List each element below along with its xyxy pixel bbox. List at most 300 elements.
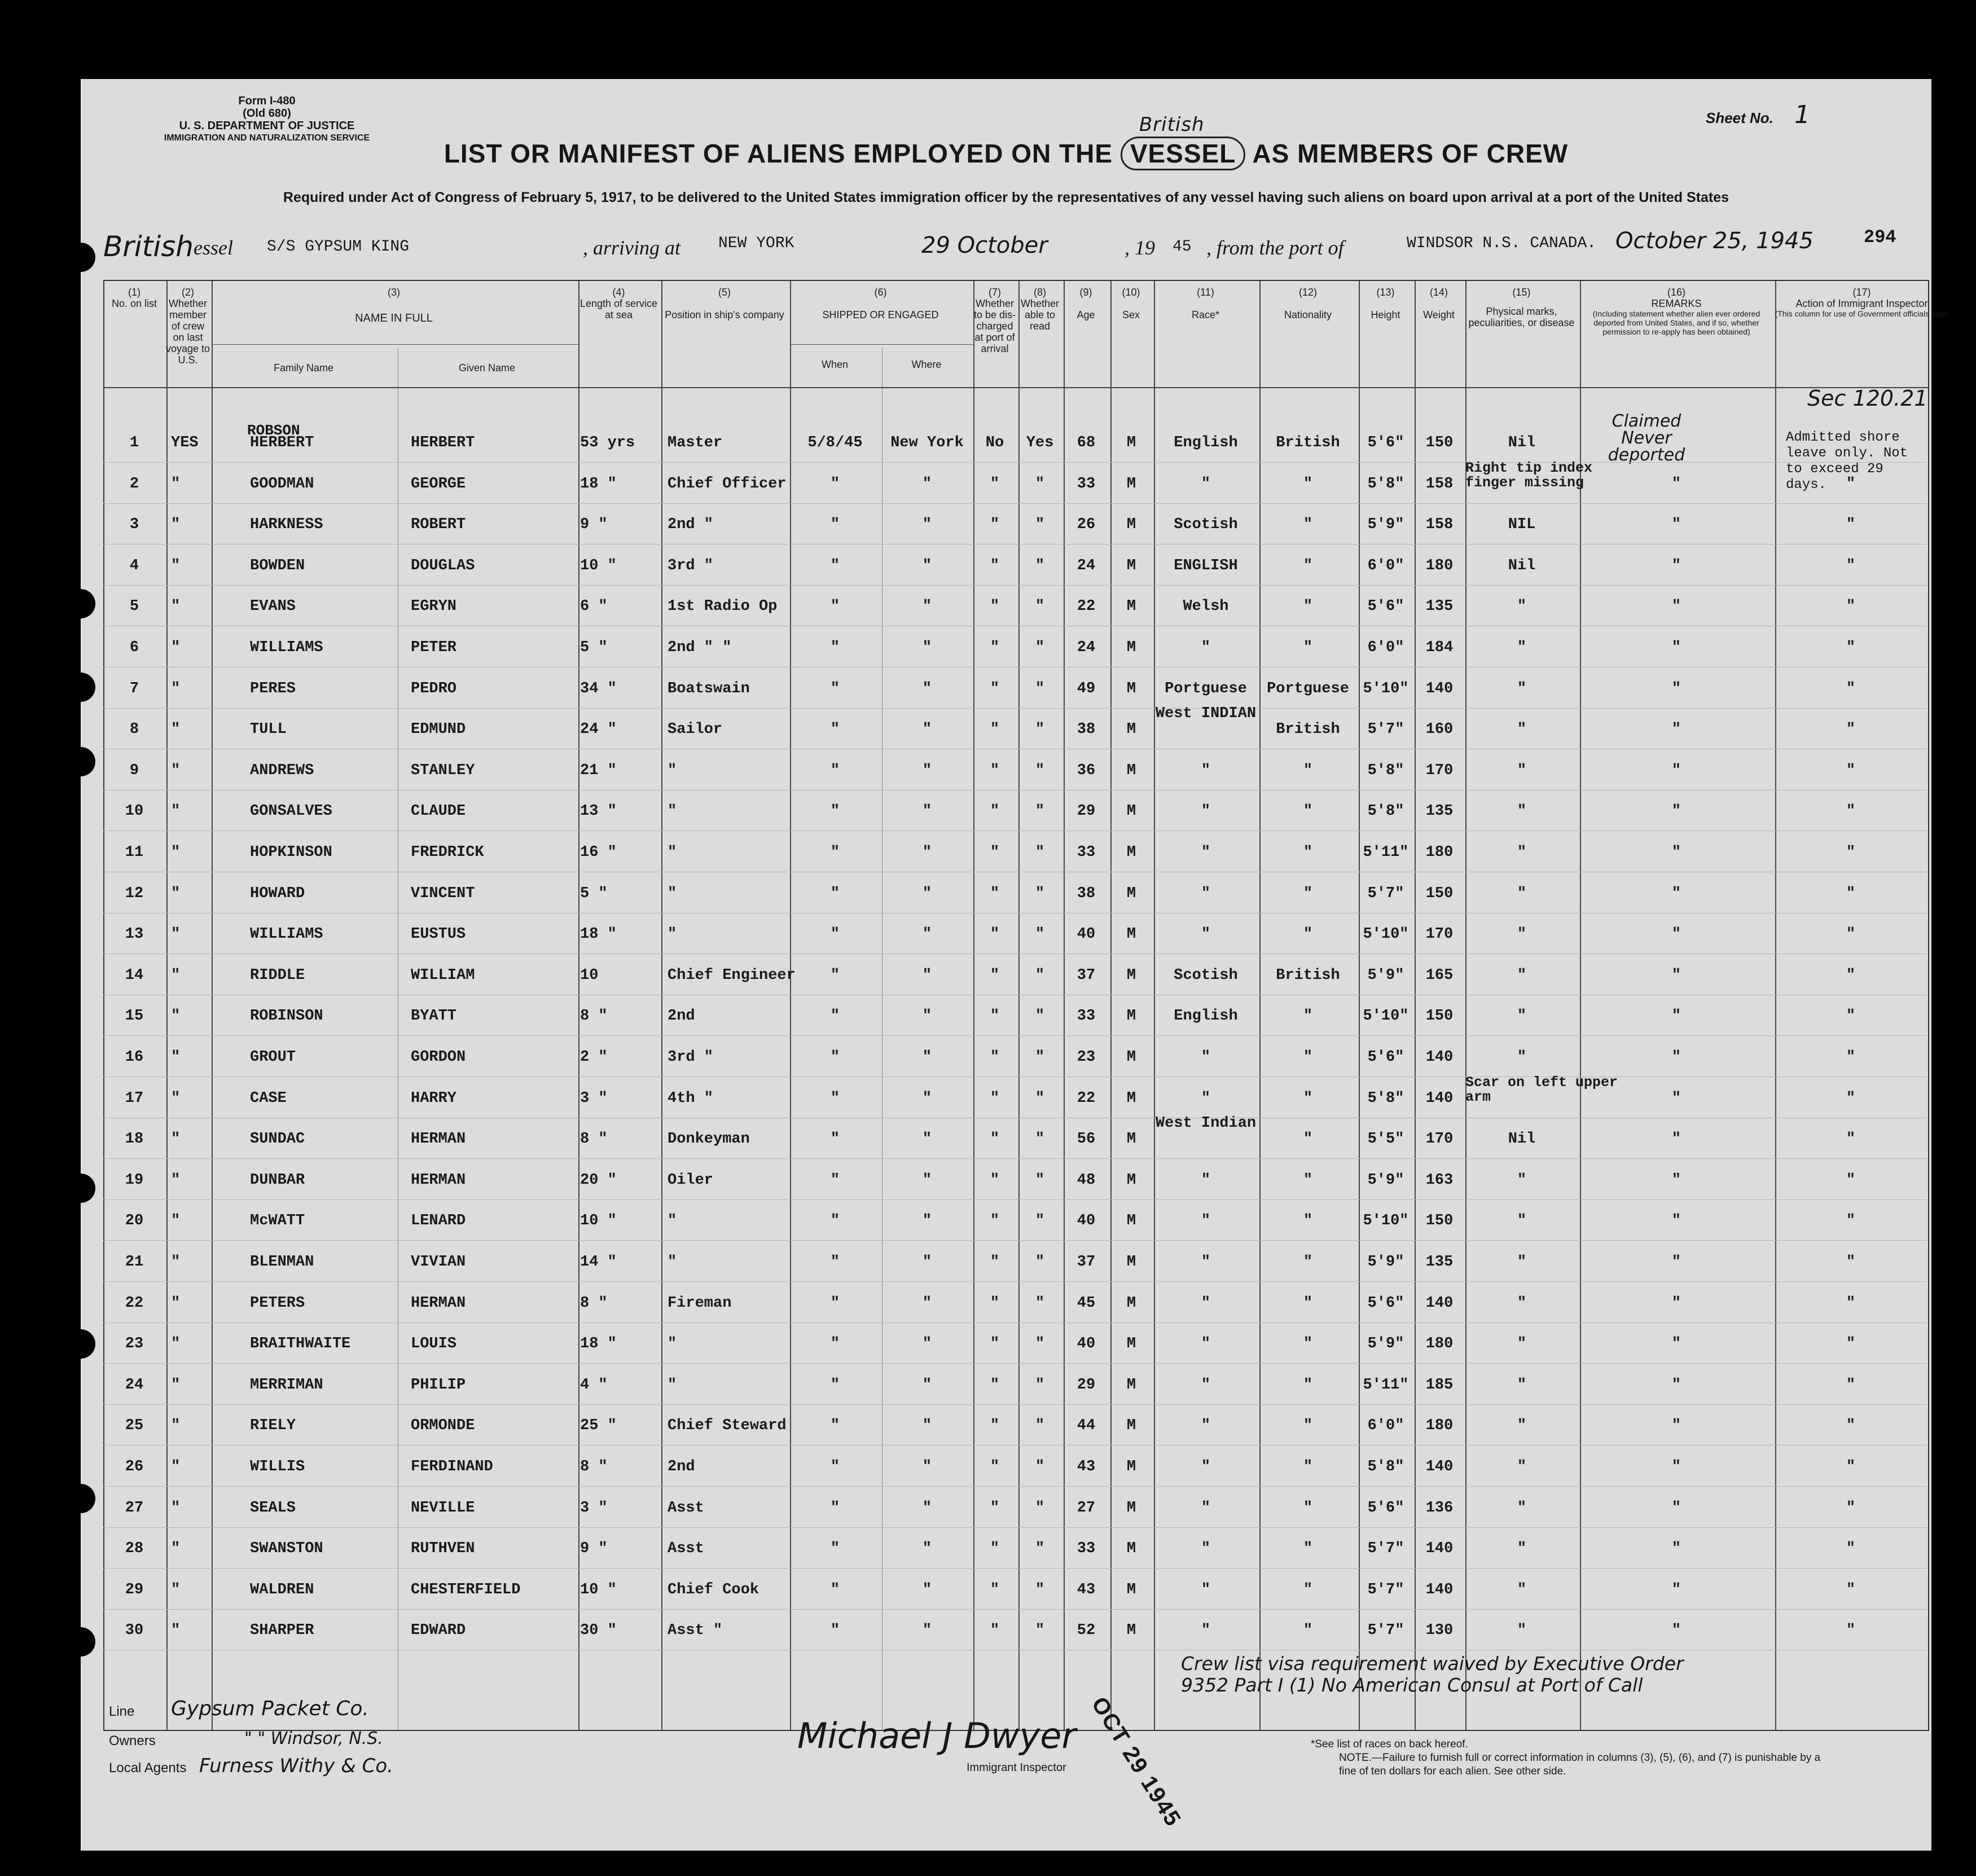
cell-where: " bbox=[922, 1417, 932, 1435]
cell-nat: " bbox=[1303, 475, 1313, 493]
cell-sex: M bbox=[1126, 680, 1136, 697]
col-shipped-header: (6) SHIPPED OR ENGAGED bbox=[822, 287, 939, 320]
cell-when: " bbox=[830, 1540, 840, 1558]
cell-svc: 3 " bbox=[580, 1499, 608, 1517]
owners-value: " " Windsor, N.S. bbox=[244, 1729, 383, 1748]
cell-nat: Portguese bbox=[1267, 680, 1349, 697]
cell-when: " bbox=[830, 475, 840, 493]
cell-rem: " bbox=[1671, 1540, 1681, 1558]
cell-rem: " bbox=[1671, 1499, 1681, 1517]
cell-act: " bbox=[1846, 844, 1856, 861]
cell-act: " bbox=[1846, 1458, 1856, 1475]
cell-wt: 135 bbox=[1425, 1254, 1454, 1271]
cell-dis: " bbox=[990, 1294, 1000, 1312]
title-handwritten: British bbox=[1139, 113, 1205, 136]
cell-sex: M bbox=[1126, 1417, 1136, 1435]
cell-read: " bbox=[1035, 803, 1045, 820]
cell-prev: " bbox=[171, 966, 181, 984]
cell-pos: 4th " bbox=[668, 1089, 714, 1107]
cell-age: 40 bbox=[1077, 926, 1096, 943]
cell-svc: 8 " bbox=[580, 1458, 608, 1475]
cell-read: " bbox=[1035, 1089, 1045, 1107]
cell-prev: " bbox=[171, 1171, 181, 1189]
cell-where: " bbox=[922, 475, 932, 493]
table-row bbox=[103, 955, 1927, 995]
cell-act: " bbox=[1846, 1171, 1856, 1189]
cell-nat: " bbox=[1303, 557, 1313, 574]
punch-hole bbox=[66, 243, 95, 272]
cell-act: " bbox=[1846, 926, 1856, 943]
cell-race: " bbox=[1201, 1376, 1211, 1394]
vessel-name: S/S GYPSUM KING bbox=[267, 238, 410, 256]
table-row bbox=[103, 790, 1927, 831]
cell-svc: 9 " bbox=[580, 516, 608, 534]
cell-race: " bbox=[1201, 1581, 1211, 1598]
cell-family: DUNBAR bbox=[250, 1171, 305, 1189]
cell-race: " bbox=[1201, 1335, 1211, 1353]
cell-nat: " bbox=[1303, 844, 1313, 861]
col-age-header: (9) Age bbox=[1077, 287, 1095, 320]
cell-ht: 5'8" bbox=[1367, 1089, 1404, 1107]
cell-act: " bbox=[1846, 762, 1856, 779]
cell-nat: " bbox=[1303, 1171, 1313, 1189]
cell-rem: " bbox=[1671, 680, 1681, 697]
cell-when: " bbox=[830, 516, 840, 534]
cell-act: " bbox=[1846, 885, 1856, 902]
cell-svc: 8 " bbox=[580, 1131, 608, 1148]
cell-race: Portguese bbox=[1165, 680, 1247, 697]
cell-ht: 5'8" bbox=[1367, 803, 1404, 820]
cell-when: " bbox=[830, 1294, 840, 1312]
punch-hole bbox=[66, 1329, 95, 1359]
cell-prev: " bbox=[171, 885, 181, 902]
cell-rem: " bbox=[1671, 1049, 1681, 1066]
cell-where: " bbox=[922, 966, 932, 984]
cell-when: " bbox=[830, 762, 840, 779]
cell-marks: " bbox=[1517, 762, 1527, 779]
cell-dis: " bbox=[990, 1254, 1000, 1271]
cell-pos: 2nd bbox=[668, 1458, 695, 1475]
cell-dis: " bbox=[990, 803, 1000, 820]
cell-svc: 8 " bbox=[580, 1294, 608, 1312]
cell-wt: 163 bbox=[1425, 1171, 1454, 1189]
cell-no: 17 bbox=[125, 1089, 144, 1107]
cell-act: " bbox=[1846, 1417, 1856, 1435]
cell-marks: " bbox=[1517, 1417, 1527, 1435]
cell-ht: 5'8" bbox=[1367, 475, 1404, 493]
cell-ht: 5'11" bbox=[1363, 1376, 1409, 1394]
cell-sex: M bbox=[1126, 1581, 1136, 1598]
vessel-label: essel bbox=[194, 236, 233, 259]
cell-rem: " bbox=[1671, 475, 1681, 493]
cell-nat: " bbox=[1303, 1212, 1313, 1230]
cell-dis: " bbox=[990, 966, 1000, 984]
cell-marks: Right tip index finger missing bbox=[1465, 460, 1593, 490]
cell-ht: 5'6" bbox=[1367, 1294, 1404, 1312]
cell-marks: " bbox=[1517, 1458, 1527, 1475]
cell-pos: " bbox=[668, 803, 677, 820]
cell-nat: " bbox=[1303, 1008, 1313, 1025]
cell-rem: " bbox=[1671, 1335, 1681, 1353]
col-no-header: (1) No. on list bbox=[111, 287, 157, 309]
cell-nat: " bbox=[1303, 1499, 1313, 1517]
cell-wt: 140 bbox=[1425, 1458, 1454, 1475]
vessel-line bbox=[98, 227, 1926, 271]
cell-ht: 5'6" bbox=[1367, 1049, 1404, 1066]
cell-age: 40 bbox=[1077, 1335, 1096, 1353]
manifest-sheet bbox=[81, 79, 1949, 1851]
cell-rem: " bbox=[1671, 721, 1681, 739]
port-of-departure: WINDSOR N.S. CANADA. bbox=[1407, 235, 1597, 252]
table-row bbox=[103, 586, 1927, 626]
cell-marks: Nil bbox=[1508, 434, 1536, 451]
cell-when: " bbox=[830, 1499, 840, 1517]
cell-where: " bbox=[922, 1049, 932, 1066]
cell-nat: " bbox=[1303, 926, 1313, 943]
cell-no: 14 bbox=[125, 966, 144, 984]
cell-when: " bbox=[830, 1458, 840, 1475]
cell-when: " bbox=[830, 926, 840, 943]
cell-wt: 180 bbox=[1425, 1335, 1454, 1353]
cell-read: " bbox=[1035, 1417, 1045, 1435]
table-row bbox=[103, 1282, 1927, 1323]
cell-wt: 180 bbox=[1425, 844, 1454, 861]
cell-prev: " bbox=[171, 1335, 181, 1353]
cell-ht: 6'0" bbox=[1367, 1417, 1404, 1435]
cell-rem: " bbox=[1671, 1008, 1681, 1025]
department: U. S. DEPARTMENT OF JUSTICE bbox=[179, 120, 355, 132]
cell-pos: " bbox=[668, 1376, 677, 1394]
col-weight-header: (14) Weight bbox=[1423, 287, 1455, 320]
departure-date: October 25, 1945 bbox=[1615, 228, 1813, 254]
cell-svc: 10 " bbox=[580, 1581, 617, 1598]
table-row bbox=[103, 1569, 1927, 1610]
cell-sex: M bbox=[1126, 1212, 1136, 1230]
cell-given: EDMUND bbox=[411, 721, 466, 739]
cell-family: PETERS bbox=[250, 1294, 305, 1312]
cell-marks: " bbox=[1517, 1171, 1527, 1189]
cell-family: PERES bbox=[250, 680, 296, 697]
cell-wt: 150 bbox=[1425, 885, 1454, 902]
cell-race: " bbox=[1201, 885, 1211, 902]
cell-marks: " bbox=[1517, 1049, 1527, 1066]
sheet-number-label: Sheet No. bbox=[1706, 109, 1773, 126]
cell-read: Yes bbox=[1026, 434, 1054, 451]
cell-race: " bbox=[1201, 1499, 1211, 1517]
cell-age: 37 bbox=[1077, 966, 1096, 984]
cell-nat: " bbox=[1303, 1131, 1313, 1148]
cell-age: 43 bbox=[1077, 1581, 1096, 1598]
cell-when: " bbox=[830, 844, 840, 861]
cell-prev: " bbox=[171, 1049, 181, 1066]
cell-prev: " bbox=[171, 1008, 181, 1025]
cell-sex: M bbox=[1126, 844, 1136, 861]
cell-no: 26 bbox=[125, 1458, 144, 1475]
cell-age: 36 bbox=[1077, 762, 1096, 779]
cell-marks: " bbox=[1517, 680, 1527, 697]
cell-no: 2 bbox=[129, 475, 139, 493]
cell-nat: " bbox=[1303, 885, 1313, 902]
table-row bbox=[103, 1364, 1927, 1405]
cell-dis: " bbox=[990, 1008, 1000, 1025]
cell-read: " bbox=[1035, 557, 1045, 574]
cell-race: " bbox=[1201, 1049, 1211, 1066]
cell-marks: " bbox=[1517, 721, 1527, 739]
cell-sex: M bbox=[1126, 1376, 1136, 1394]
cell-no: 8 bbox=[129, 721, 139, 739]
cell-dis: " bbox=[990, 1458, 1000, 1475]
punch-hole bbox=[66, 1174, 95, 1203]
cell-no: 16 bbox=[125, 1049, 144, 1066]
cell-svc: 25 " bbox=[580, 1417, 617, 1435]
races-footnote: *See list of races on back hereof. bbox=[1311, 1738, 1468, 1750]
cell-dis: " bbox=[990, 762, 1000, 779]
cell-prev: " bbox=[171, 803, 181, 820]
cell-act: " bbox=[1846, 1335, 1856, 1353]
cell-no: 19 bbox=[125, 1171, 144, 1189]
cell-where: " bbox=[922, 1622, 932, 1640]
cell-family: RIDDLE bbox=[250, 966, 305, 984]
cell-read: " bbox=[1035, 926, 1045, 943]
cell-wt: 158 bbox=[1425, 475, 1454, 493]
cell-wt: 184 bbox=[1425, 639, 1454, 656]
cell-prev: " bbox=[171, 1254, 181, 1271]
cell-prev: " bbox=[171, 1294, 181, 1312]
cell-pos: Chief Cook bbox=[668, 1581, 759, 1598]
cell-dis: " bbox=[990, 926, 1000, 943]
table-row bbox=[103, 1200, 1927, 1241]
cell-svc: 16 " bbox=[580, 844, 617, 861]
cell-prev: " bbox=[171, 1376, 181, 1394]
cell-when: " bbox=[830, 1049, 840, 1066]
cell-act: " bbox=[1846, 475, 1856, 493]
cell-prev: " bbox=[171, 762, 181, 779]
cell-given: HERBERT bbox=[411, 434, 475, 451]
cell-family: GOODMAN bbox=[250, 475, 314, 493]
cell-no: 27 bbox=[125, 1499, 144, 1517]
cell-svc: 30 " bbox=[580, 1622, 617, 1640]
cell-where: " bbox=[922, 557, 932, 574]
cell-svc: 21 " bbox=[580, 762, 617, 779]
cell-nat: British bbox=[1276, 966, 1340, 984]
cell-given: HERMAN bbox=[411, 1131, 466, 1148]
cell-ht: 5'8" bbox=[1367, 1458, 1404, 1475]
cell-no: 23 bbox=[125, 1335, 144, 1353]
cell-when: " bbox=[830, 1212, 840, 1230]
title-before: LIST OR MANIFEST OF ALIENS EMPLOYED ON THE bbox=[443, 139, 1113, 168]
cell-sex: M bbox=[1126, 885, 1136, 902]
cell-nat: " bbox=[1303, 1254, 1313, 1271]
cell-rem: " bbox=[1671, 1581, 1681, 1598]
cell-age: 33 bbox=[1077, 1008, 1096, 1025]
cell-marks: " bbox=[1517, 803, 1527, 820]
cell-prev: " bbox=[171, 1417, 181, 1435]
cell-age: 37 bbox=[1077, 1254, 1096, 1271]
cell-where: " bbox=[922, 516, 932, 534]
cell-given: PETER bbox=[411, 639, 457, 656]
cell-age: 68 bbox=[1077, 434, 1096, 451]
cell-age: 29 bbox=[1077, 803, 1096, 820]
cell-prev: " bbox=[171, 1499, 181, 1517]
cell-pos: Chief Steward bbox=[668, 1417, 787, 1435]
cell-nat: " bbox=[1303, 1622, 1313, 1640]
cell-act: " bbox=[1846, 1622, 1856, 1640]
cell-marks: " bbox=[1517, 639, 1527, 656]
cell-pos: Chief Officer bbox=[668, 475, 787, 493]
cell-read: " bbox=[1035, 1622, 1045, 1640]
cell-act: " bbox=[1846, 1499, 1856, 1517]
cell-act: " bbox=[1846, 1540, 1856, 1558]
cell-given: HERMAN bbox=[411, 1171, 466, 1189]
cell-act: " bbox=[1846, 1376, 1856, 1394]
cell-race: " bbox=[1201, 1089, 1211, 1107]
cell-when: " bbox=[830, 557, 840, 574]
table-row bbox=[103, 750, 1927, 790]
cell-ht: 5'5" bbox=[1367, 1131, 1404, 1148]
cell-nat: " bbox=[1303, 1089, 1313, 1107]
cell-dis: " bbox=[990, 639, 1000, 656]
col-sex-header: (10) Sex bbox=[1122, 287, 1140, 320]
cell-wt: 135 bbox=[1425, 598, 1454, 616]
table-row bbox=[103, 1487, 1927, 1528]
cell-where: " bbox=[922, 1499, 932, 1517]
cell-given: HERMAN bbox=[411, 1294, 466, 1312]
cell-svc: 24 " bbox=[580, 721, 617, 739]
cell-race: " bbox=[1201, 844, 1211, 861]
agents-value: Furness Withy & Co. bbox=[199, 1755, 393, 1777]
table-row bbox=[103, 668, 1927, 709]
cell-ht: 5'6" bbox=[1367, 434, 1404, 451]
cell-no: 20 bbox=[125, 1212, 144, 1230]
cell-family: RIELY bbox=[250, 1417, 296, 1435]
cell-read: " bbox=[1035, 844, 1045, 861]
cell-svc: 3 " bbox=[580, 1089, 608, 1107]
cell-dis: " bbox=[990, 1171, 1000, 1189]
cell-where: " bbox=[922, 1376, 932, 1394]
cell-where: " bbox=[922, 639, 932, 656]
punch-hole bbox=[66, 673, 95, 702]
table-row bbox=[103, 995, 1927, 1036]
cell-sex: M bbox=[1126, 434, 1136, 451]
cell-given: ROBERT bbox=[411, 516, 466, 534]
cell-family: ROBINSON bbox=[250, 1008, 323, 1025]
cell-family: GROUT bbox=[250, 1049, 296, 1066]
table-row bbox=[103, 504, 1927, 544]
cell-where: " bbox=[922, 680, 932, 697]
cell-family: BOWDEN bbox=[250, 557, 305, 574]
cell-sex: M bbox=[1126, 1008, 1136, 1025]
cell-no: 15 bbox=[125, 1008, 144, 1025]
table-row bbox=[103, 873, 1927, 913]
cell-given: VINCENT bbox=[411, 885, 475, 902]
cell-where: " bbox=[922, 1131, 932, 1148]
cell-wt: 160 bbox=[1425, 721, 1454, 739]
cell-sex: M bbox=[1126, 639, 1136, 656]
cell-pos: Donkeyman bbox=[668, 1131, 750, 1148]
cell-family: CASE bbox=[250, 1089, 287, 1107]
cell-age: 27 bbox=[1077, 1499, 1096, 1517]
cell-no: 22 bbox=[125, 1294, 144, 1312]
cell-when: " bbox=[830, 1008, 840, 1025]
cell-age: 45 bbox=[1077, 1294, 1096, 1312]
cell-act: " bbox=[1846, 1008, 1856, 1025]
cell-family: GONSALVES bbox=[250, 803, 332, 820]
cell-pos: 2nd " " bbox=[668, 639, 732, 656]
table-row bbox=[103, 913, 1927, 954]
fine-note: NOTE.—Failure to furnish full or correct information in columns (3), (5), (6), and (7) is punishable by a fine of ten dollars for each alien. See other side. bbox=[1339, 1752, 1821, 1777]
cell-race: Scotish bbox=[1174, 516, 1238, 534]
cell-where: " bbox=[922, 1089, 932, 1107]
cell-no: 6 bbox=[129, 639, 139, 656]
cell-wt: 180 bbox=[1425, 557, 1454, 574]
where-header: Where bbox=[911, 359, 942, 370]
cell-race: Welsh bbox=[1183, 598, 1229, 616]
cell-dis: " bbox=[990, 1212, 1000, 1230]
cell-prev: " bbox=[171, 1089, 181, 1107]
cell-act: " bbox=[1846, 966, 1856, 984]
cell-wt: 140 bbox=[1425, 1089, 1454, 1107]
cell-when: " bbox=[830, 721, 840, 739]
cell-where: " bbox=[922, 1294, 932, 1312]
cell-act: " bbox=[1846, 1254, 1856, 1271]
cell-given: NEVILLE bbox=[411, 1499, 475, 1517]
cell-svc: 20 " bbox=[580, 1171, 617, 1189]
cell-given: PHILIP bbox=[411, 1376, 466, 1394]
cell-no: 11 bbox=[125, 844, 144, 861]
cell-dis: " bbox=[990, 680, 1000, 697]
cell-rem: " bbox=[1671, 1089, 1681, 1107]
table-row bbox=[103, 1036, 1927, 1077]
cell-marks: " bbox=[1517, 1254, 1527, 1271]
cell-dis: " bbox=[990, 1499, 1000, 1517]
cell-where: " bbox=[922, 926, 932, 943]
cell-no: 21 bbox=[125, 1254, 144, 1271]
cell-family: BRAITHWAITE bbox=[250, 1335, 351, 1353]
cell-dis: " bbox=[990, 475, 1000, 493]
cell-race: English bbox=[1174, 1008, 1238, 1025]
cell-ht: 6'0" bbox=[1367, 557, 1404, 574]
cell-given: EUSTUS bbox=[411, 926, 466, 943]
cell-svc: 8 " bbox=[580, 1008, 608, 1025]
cell-wt: 135 bbox=[1425, 803, 1454, 820]
cell-read: " bbox=[1035, 966, 1045, 984]
cell-nat: " bbox=[1303, 598, 1313, 616]
cell-read: " bbox=[1035, 1458, 1045, 1475]
cell-dis: " bbox=[990, 1622, 1000, 1640]
col-marks-header: (15) Physical marks, peculiarities, or disease bbox=[1468, 287, 1575, 328]
cell-given: GORDON bbox=[411, 1049, 466, 1066]
cell-age: 33 bbox=[1077, 1540, 1096, 1558]
cell-marks: Scar on left upper arm bbox=[1465, 1075, 1618, 1105]
cell-pos: Asst bbox=[668, 1499, 704, 1517]
cell-dis: " bbox=[990, 1417, 1000, 1435]
cell-dis: " bbox=[990, 1540, 1000, 1558]
cell-marks: Nil bbox=[1508, 557, 1536, 574]
when-header: When bbox=[821, 359, 849, 370]
cell-given: HARRY bbox=[411, 1089, 457, 1107]
list-number: 294 bbox=[1864, 227, 1896, 248]
cell-marks: " bbox=[1517, 1622, 1527, 1640]
col-remarks-header: (16) REMARKS (Including statement whether alien ever ordered deported from United States, and if so, whether permission to re-apply has been obtained) bbox=[1592, 287, 1760, 336]
cell-ht: 5'7" bbox=[1367, 885, 1404, 902]
cell-ht: 5'10" bbox=[1363, 926, 1409, 943]
cell-no: 18 bbox=[125, 1131, 144, 1148]
cell-family: WILLIAMS bbox=[250, 926, 323, 943]
cell-nat: " bbox=[1303, 1335, 1313, 1353]
cell-ht: 5'6" bbox=[1367, 598, 1404, 616]
cell-prev: " bbox=[171, 680, 181, 697]
cell-no: 29 bbox=[125, 1581, 144, 1598]
